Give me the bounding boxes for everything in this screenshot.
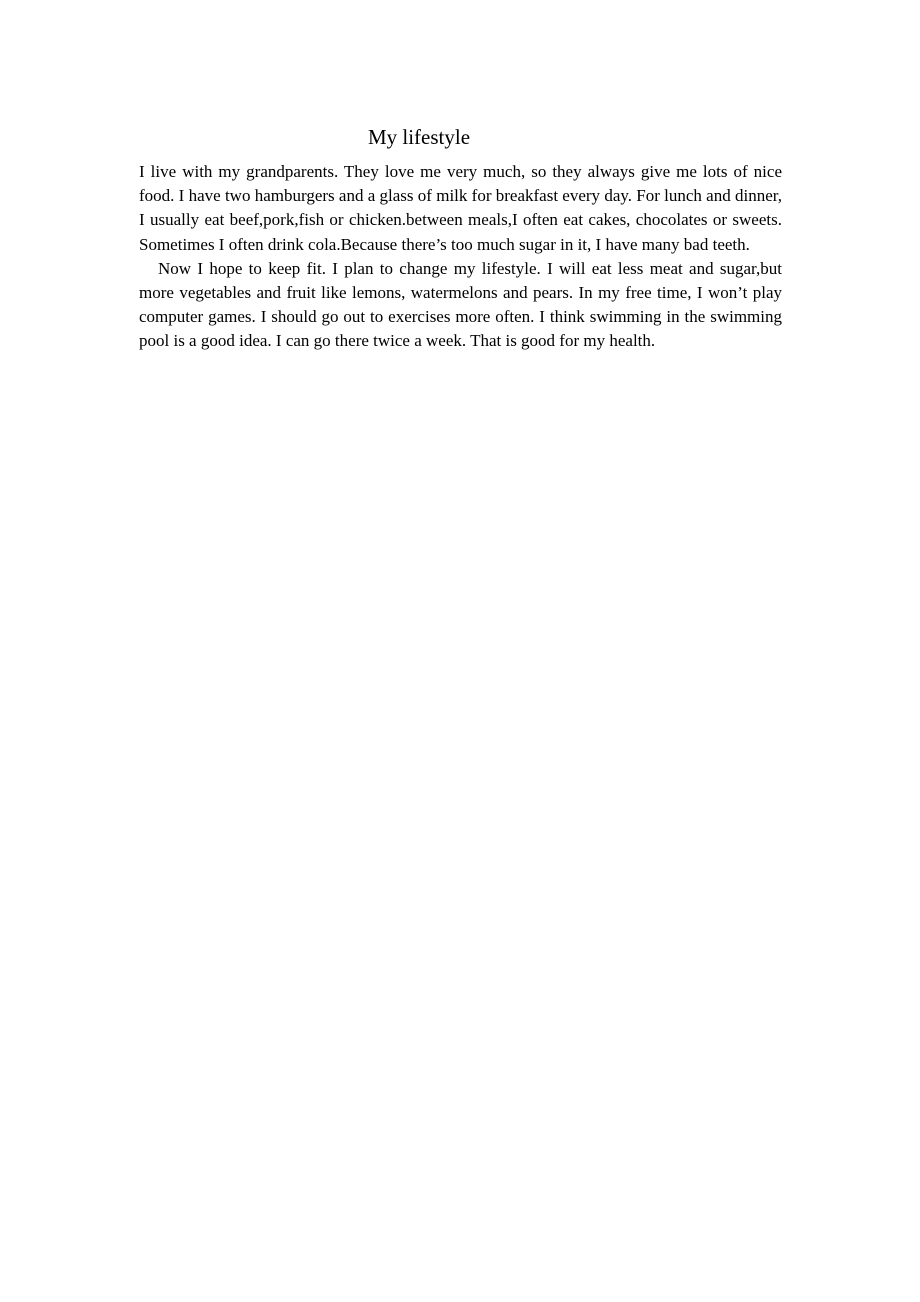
paragraph-2: Now I hope to keep fit. I plan to change my lifestyle. I will eat less meat and sugar,but more vegetables and fruit like lemons, watermelons and pears. In my free time, I won’t play computer games. I should go out to exercises more often. I think swimming in the swimming pool is a good idea. I can go there twice a week. That is good for my health. — [139, 258, 782, 351]
paragraph-1: I live with my grandparents. They love me very much, so they always give me lots of nice food. I have two hamburgers and a glass of milk for breakfast every day. For lunch and dinner, I usually eat beef,pork,fish or chicken.between meals,I often eat cakes, chocolates or sweets. Sometimes I often drink cola.Because there’s too much sugar in it, I have many bad teeth. — [139, 162, 782, 254]
document-body — [139, 160, 782, 354]
document-title: My lifestyle — [367, 125, 471, 149]
